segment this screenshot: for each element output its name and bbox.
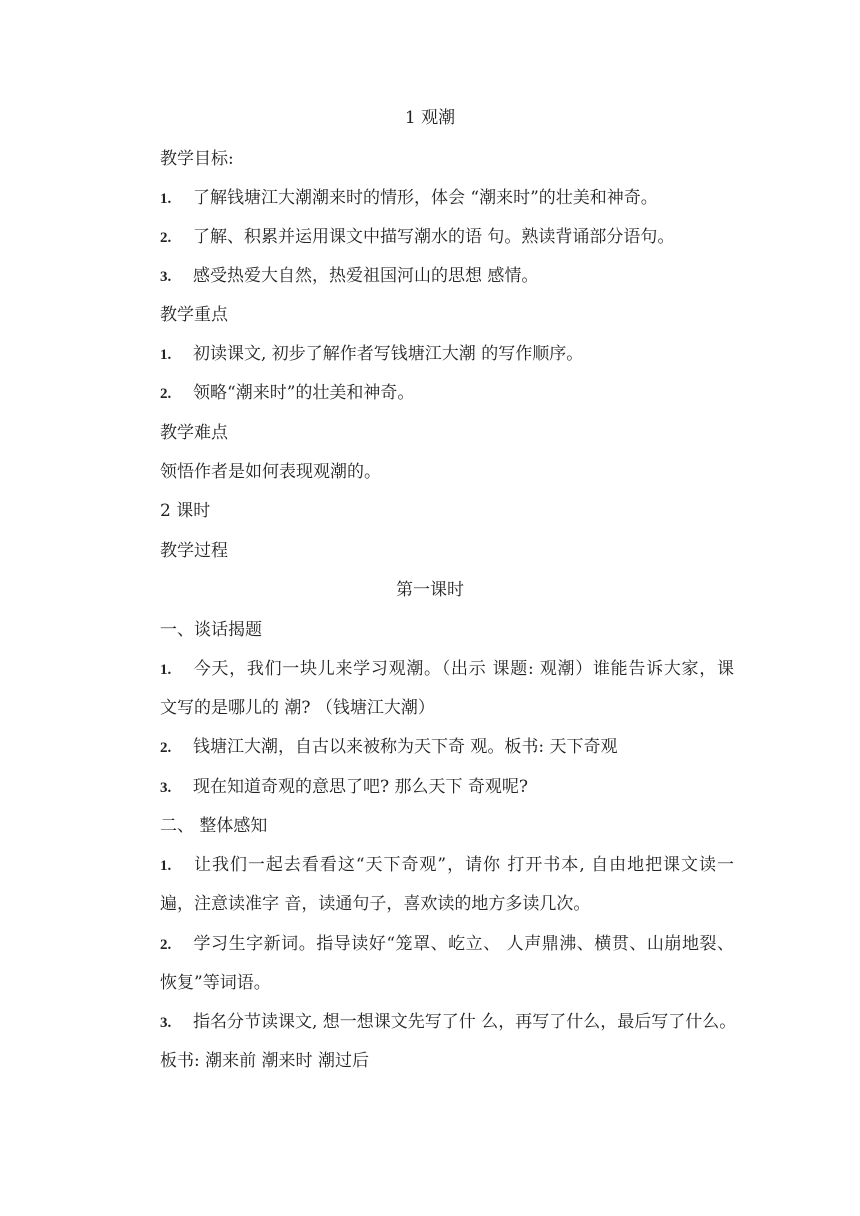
difficult-heading: 教学难点	[160, 423, 228, 443]
item-continuation: 文写的是哪儿的 潮? （钱塘江大潮）	[160, 698, 435, 718]
section-item	[160, 854, 734, 877]
item-number: 2.	[160, 937, 172, 953]
section-heading: 一、谈话揭题	[160, 620, 262, 640]
item-text: 感受热爱大自然，热爱祖国河山的思想 感情。	[193, 266, 539, 286]
item-text: 钱塘江大潮，自古以来被称为天下奇 观。板书: 天下奇观	[193, 737, 618, 757]
item-text: 领略“潮来时”的壮美和神奇。	[193, 383, 415, 403]
item-text: 了解、积累并运用课文中描写潮水的语 句。熟读背诵部分语句。	[193, 227, 675, 247]
goal-item	[160, 226, 674, 249]
item-text: 初读课文, 初步了解作者写钱塘江大潮 的写作顺序。	[193, 344, 584, 364]
key-heading: 教学重点	[160, 305, 228, 325]
section-item	[160, 736, 618, 759]
section-item	[160, 658, 734, 681]
item-continuation: 恢复”等词语。	[160, 973, 271, 993]
hours-text: 2 课时	[160, 501, 211, 521]
item-text: 让我们一起去看看这“天下奇观”，请你 打开书本, 自由地把课文读一	[193, 855, 734, 875]
section-heading: 二、 整体感知	[160, 816, 268, 836]
item-text: 今天，我们一块儿来学习观潮。（出示 课题: 观潮）谁能告诉大家，课	[193, 659, 734, 679]
item-number: 2.	[160, 230, 172, 246]
item-number: 2.	[160, 386, 172, 402]
goals-heading: 教学目标:	[160, 149, 234, 169]
item-text: 学习生字新词。指导读好“笼罩、屹立、 人声鼎沸、横贯、山崩地裂、	[193, 934, 734, 954]
difficult-text: 领悟作者是如何表现观潮的。	[160, 462, 381, 482]
item-number: 3.	[160, 780, 172, 796]
goal-item	[160, 265, 538, 288]
item-continuation: 遍，注意读准字 音，读通句子，喜欢读的地方多读几次。	[160, 894, 591, 914]
key-point-item	[160, 343, 583, 366]
item-number: 3.	[160, 1015, 172, 1031]
item-text: 了解钱塘江大潮潮来时的情形，体会 “潮来时”的壮美和神奇。	[193, 188, 658, 208]
item-number: 1.	[160, 191, 172, 207]
lesson-title: 第一课时	[396, 580, 464, 600]
item-text: 指名分节读课文, 想一想课文先写了什 么，再写了什么，最后写了什么。	[193, 1012, 737, 1032]
item-number: 1.	[160, 662, 172, 678]
section-item	[160, 933, 734, 956]
item-number: 2.	[160, 740, 172, 756]
item-number: 1.	[160, 347, 172, 363]
document-title: 1 观潮	[404, 108, 456, 128]
goal-item	[160, 187, 658, 210]
item-number: 3.	[160, 269, 172, 285]
section-item	[160, 1011, 737, 1034]
item-text: 现在知道奇观的意思了吧? 那么天下 奇观呢?	[193, 777, 529, 797]
item-continuation: 板书: 潮来前 潮来时 潮过后	[160, 1051, 369, 1071]
item-number: 1.	[160, 858, 172, 874]
section-item	[160, 776, 528, 799]
key-point-item	[160, 382, 414, 405]
process-heading: 教学过程	[160, 541, 228, 561]
